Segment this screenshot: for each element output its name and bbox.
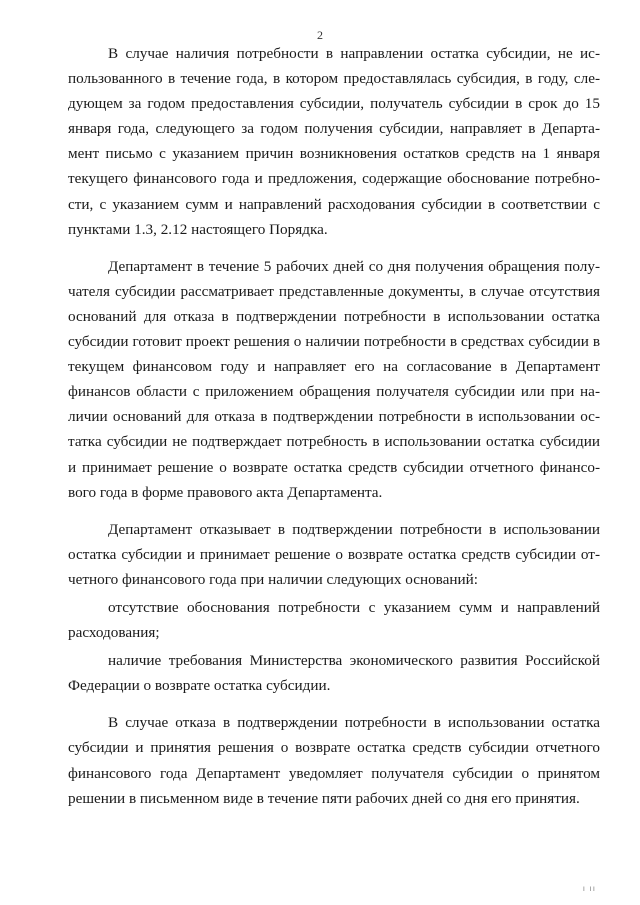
page-number: 2 [317,28,323,42]
paragraph-refusal-grounds: Департамент отказывает в подтверждении потребности в использовании остатка субсидии и принимает решение о возврате остатка средств субсидии отчетного финансового года при наличии следующих оснований: [68,520,600,588]
document-body [68,41,600,811]
list-item-no-justification: отсутствие обоснования потребности с указанием сумм и направлений расходования; [68,598,600,642]
paragraph-refusal-notification: В случае отказа в подтверждении потребности в использовании остатка субсидии и принятия решения о возврате остатка средств субсидии отчетного финансового года Департамент уведомляет получателя субсидии о принятом решении в письменном виде в течение пяти рабочих дней со дня его принятия. [68,714,600,807]
paragraph-unused-subsidy-request: В случае наличия потребности в направлении остатка субсидии, не использованного в течение года, в котором предоставлялась субсидия, в году, следующем за годом предоставления субсидии, получатель субсидии в срок до 15 января года, следующего за годом получения субсидии, направляет в Департамент письмо с указанием причин возникновения остатков средств на 1 января текущего финансового года и предложения, содержащие обоснование потребности, с указанием сумм и направлений расходования субсидии в соответствии с пунктами 1.3, 2.12 настоящего Порядка. [68,45,600,238]
paragraph-department-review: Департамент в течение 5 рабочих дней со дня получения обращения получателя субсидии рассматривает представленные документы, в случае отсутствия оснований для отказа в подтверждении потребности в использовании остатка субсидии готовит проект решения о наличии потребности в средствах субсидии в текущем финансовом году и направляет его на согласование в Департамент финансов области с приложением обращения получателя субсидии или при наличии оснований для отказа в подтверждении потребности в использовании остатка субсидии не подтверждает потребность в использовании остатка субсидии и принимает решение о возврате остатка средств субсидии отчетного финансового года в форме правового акта Департамента. [68,257,600,501]
scan-mark: ı ıı [582,884,596,893]
list-item-ministry-requirement: наличие требования Министерства экономического развития Российской Федерации о возврате остатка субсидии. [68,652,600,695]
